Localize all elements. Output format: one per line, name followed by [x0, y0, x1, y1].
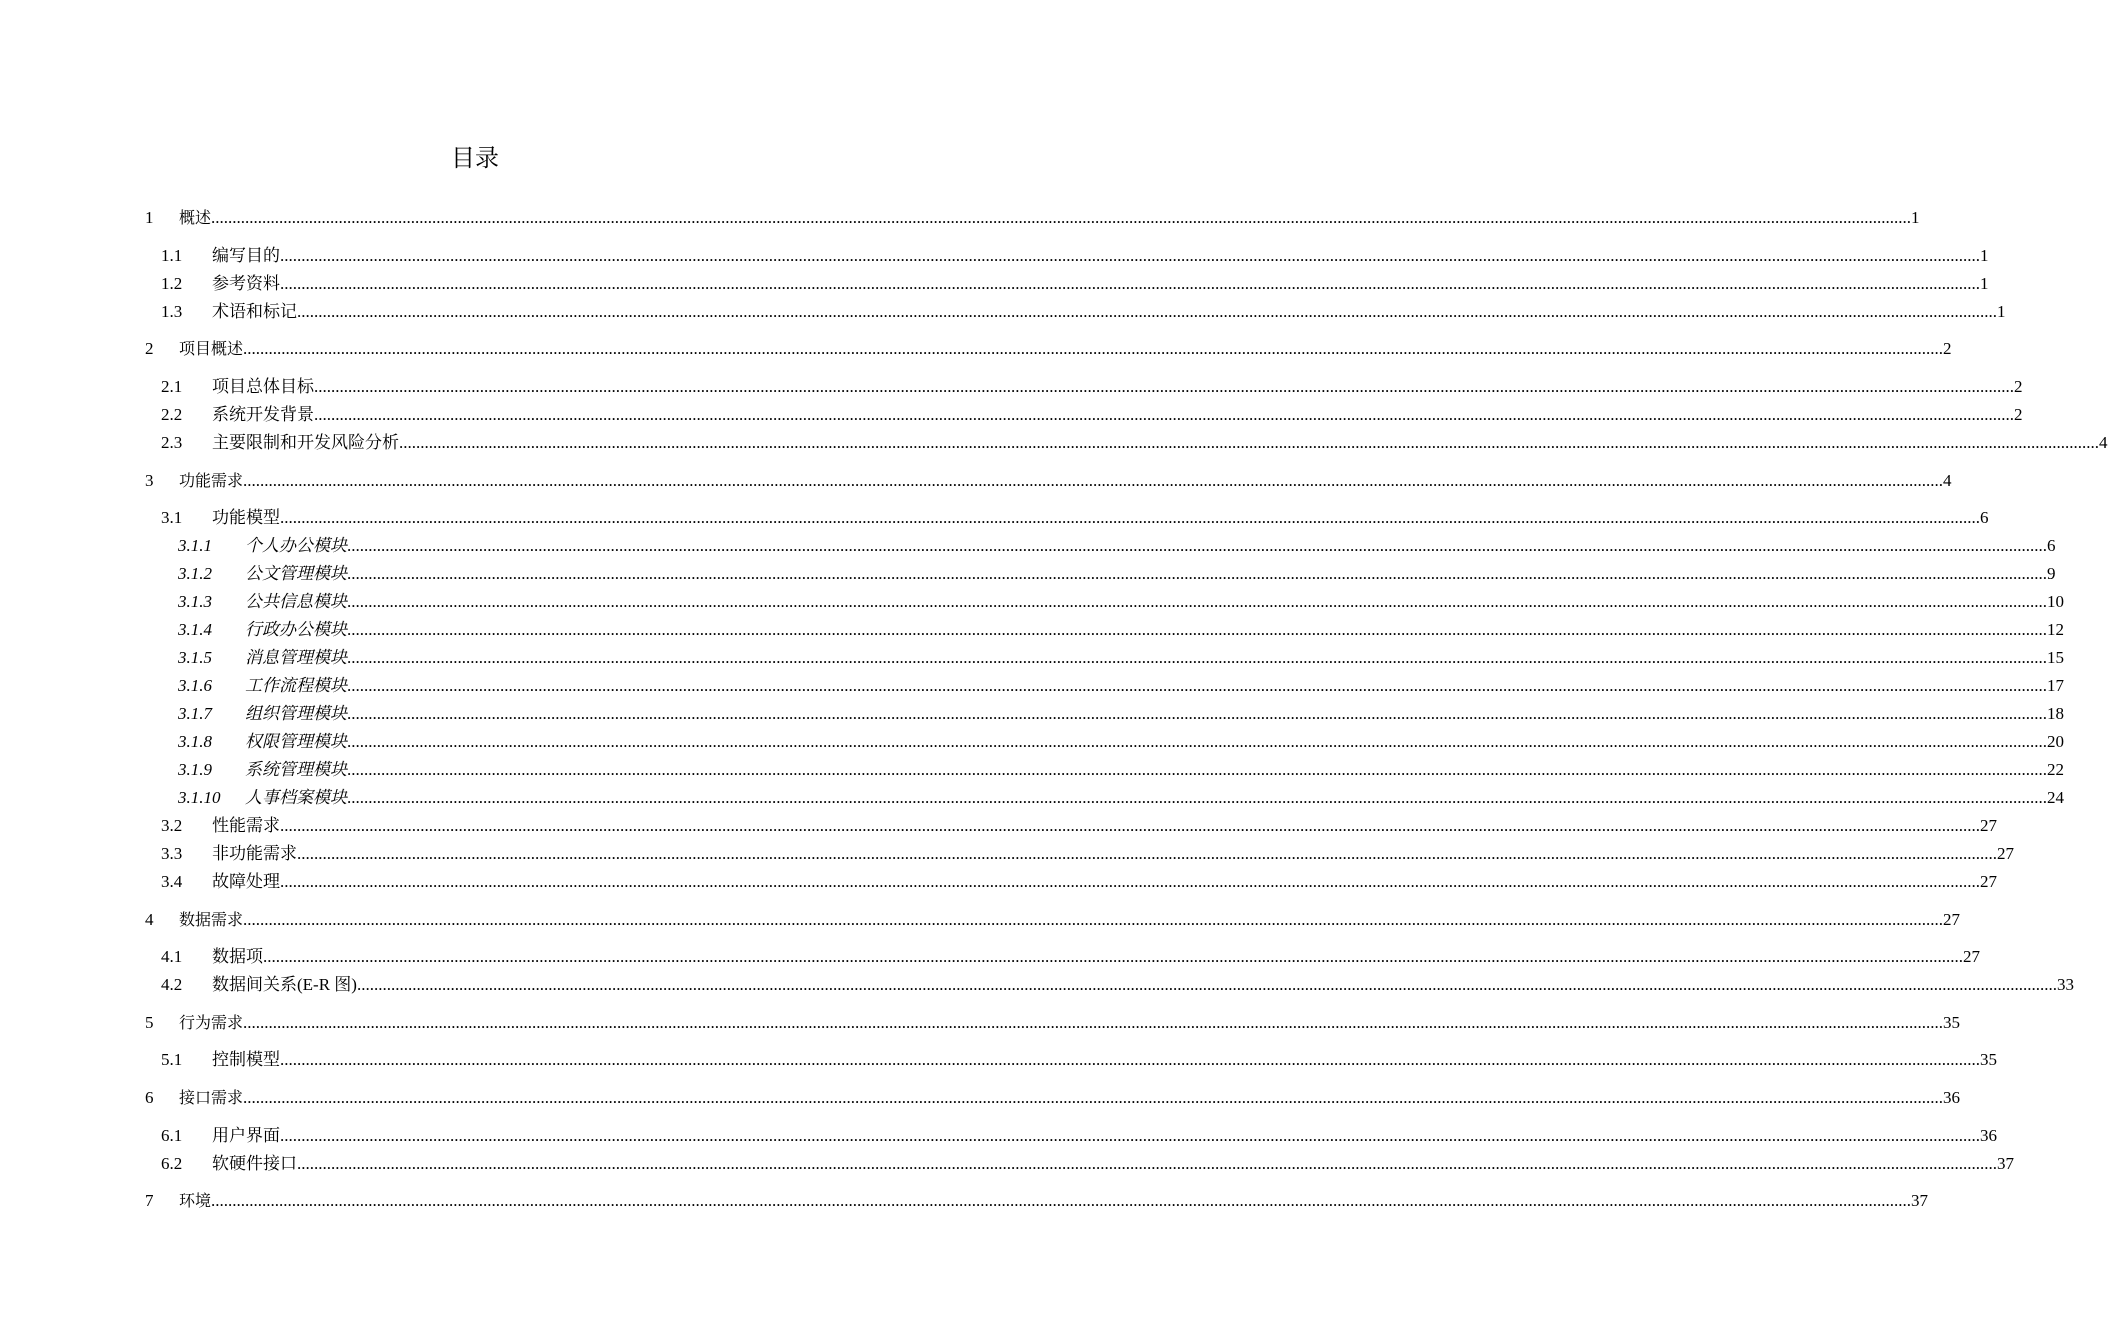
toc-entry-title: 参考资料 [212, 274, 280, 293]
toc-entry[interactable] [0, 467, 1952, 495]
toc-entry[interactable] [0, 429, 2108, 457]
toc-entry-number: 4.1 [161, 947, 183, 966]
toc-dot-leader: ................................................................................................................................................................................................................................................................................................................................................................................................................ [314, 377, 2014, 396]
toc-entry-title: 工作流程模块 [245, 676, 347, 695]
toc-entry[interactable] [0, 906, 1961, 934]
toc-entry[interactable] [0, 868, 1997, 896]
toc-dot-leader: ................................................................................................................................................................................................................................................................................................................................................................................................................ [347, 788, 2047, 807]
toc-entry-number: 3.2 [161, 816, 183, 835]
toc-entry-line [212, 868, 1997, 896]
toc-page-number: 12 [2047, 620, 2064, 639]
toc-page-number: 17 [2047, 676, 2064, 695]
toc-entry[interactable] [0, 784, 2064, 812]
toc-page-number: 37 [1911, 1191, 1929, 1210]
toc-entry-number: 1.1 [161, 246, 183, 265]
toc-entry[interactable] [0, 242, 1989, 270]
toc-page-number: 27 [1980, 872, 1997, 891]
toc-entry-title: 个人办公模块 [245, 536, 347, 555]
toc-page-number: 27 [1943, 910, 1961, 929]
toc-page-number: 2 [1943, 339, 1952, 358]
toc-entry-number: 6.2 [161, 1154, 183, 1173]
toc-entry-line [179, 335, 1952, 363]
toc-page-number: 15 [2047, 648, 2064, 667]
toc-entry-title: 系统管理模块 [245, 760, 347, 779]
toc-entry-line [179, 1187, 1929, 1215]
toc-entry-title: 数据需求 [179, 910, 244, 929]
toc-entry-line [212, 1150, 2014, 1178]
toc-entry-title: 用户界面 [212, 1126, 280, 1145]
toc-entry[interactable] [0, 943, 1980, 971]
toc-entry[interactable] [0, 644, 2064, 672]
toc-entry-line [179, 1084, 1961, 1112]
toc-page-number: 37 [1997, 1154, 2014, 1173]
toc-entry-number: 1 [145, 208, 154, 227]
toc-entry[interactable] [0, 373, 2023, 401]
toc-dot-leader: ................................................................................................................................................................................................................................................................................................................................................................................................................ [280, 1050, 1980, 1069]
toc-entry-line [245, 700, 2064, 728]
toc-page-number: 36 [1980, 1126, 1997, 1145]
toc-entry-title: 行为需求 [179, 1013, 244, 1032]
toc-entry-title: 编写目的 [212, 246, 280, 265]
toc-entry-line [245, 560, 2056, 588]
toc-entry-line [245, 672, 2064, 700]
toc-entry-line [179, 204, 1920, 232]
toc-entry-line [179, 906, 1961, 934]
toc-dot-leader: ................................................................................................................................................................................................................................................................................................................................................................................................................ [347, 732, 2047, 751]
toc-dot-leader: ................................................................................................................................................................................................................................................................................................................................................................................................................ [347, 620, 2047, 639]
toc-entry-number: 3.1.3 [178, 592, 212, 611]
toc-entry-title: 控制模型 [212, 1050, 280, 1069]
toc-entry-title: 概述 [179, 208, 212, 227]
toc-title: 目录 [451, 144, 499, 172]
toc-entry-title: 环境 [179, 1191, 212, 1210]
toc-dot-leader: ................................................................................................................................................................................................................................................................................................................................................................................................................ [314, 405, 2014, 424]
toc-entry-line [179, 467, 1952, 495]
toc-entry-line [245, 784, 2064, 812]
toc-entry-line [212, 373, 2023, 401]
toc-entry[interactable] [0, 1009, 1961, 1037]
toc-entry-number: 2.1 [161, 377, 183, 396]
toc-entry-title: 非功能需求 [212, 844, 297, 863]
toc-dot-leader: ................................................................................................................................................................................................................................................................................................................................................................................................................ [243, 471, 1944, 490]
toc-entry-title: 组织管理模块 [245, 704, 347, 723]
toc-dot-leader: ................................................................................................................................................................................................................................................................................................................................................................................................................ [347, 676, 2047, 695]
toc-entry[interactable] [0, 298, 2006, 326]
toc-dot-leader: ................................................................................................................................................................................................................................................................................................................................................................................................................ [243, 1088, 1944, 1107]
toc-entry[interactable] [0, 812, 1997, 840]
toc-dot-leader: ................................................................................................................................................................................................................................................................................................................................................................................................................ [399, 433, 2099, 452]
toc-entry-line [212, 971, 2074, 999]
toc-page-number: 1 [1980, 246, 1989, 265]
toc-page-number: 1 [1911, 208, 1920, 227]
toc-entry-number: 3 [145, 471, 154, 490]
toc-dot-leader: ................................................................................................................................................................................................................................................................................................................................................................................................................ [297, 1154, 1997, 1173]
toc-page-number: 2 [2014, 405, 2023, 424]
toc-entry-line [245, 728, 2064, 756]
toc-entry-number: 4.2 [161, 975, 183, 994]
toc-entry-title: 性能需求 [212, 816, 280, 835]
toc-page-number: 35 [1980, 1050, 1997, 1069]
toc-entry-line [212, 401, 2023, 429]
toc-entry-title: 软硬件接口 [212, 1154, 297, 1173]
toc-dot-leader: ................................................................................................................................................................................................................................................................................................................................................................................................................ [347, 536, 2047, 555]
toc-entry[interactable] [0, 335, 1952, 363]
toc-entry[interactable] [0, 1187, 1929, 1215]
toc-dot-leader: ................................................................................................................................................................................................................................................................................................................................................................................................................ [347, 564, 2047, 583]
toc-dot-leader: ................................................................................................................................................................................................................................................................................................................................................................................................................ [347, 704, 2047, 723]
toc-entry-line [212, 298, 2006, 326]
toc-entry[interactable] [0, 401, 2023, 429]
toc-entry[interactable] [0, 560, 2056, 588]
toc-page-number: 35 [1943, 1013, 1961, 1032]
toc-entry[interactable] [0, 1150, 2014, 1178]
toc-entry-number: 3.1.2 [178, 564, 212, 583]
toc-entry-number: 2.3 [161, 433, 183, 452]
toc-page-number: 22 [2047, 760, 2064, 779]
toc-entry-line [212, 242, 1989, 270]
toc-entry-line [179, 1009, 1961, 1037]
toc-entry-line [245, 616, 2064, 644]
toc-page-number: 33 [2056, 975, 2074, 994]
toc-entry-number: 6 [145, 1088, 154, 1107]
toc-dot-leader: ................................................................................................................................................................................................................................................................................................................................................................................................................ [263, 947, 1963, 966]
toc-dot-leader: ................................................................................................................................................................................................................................................................................................................................................................................................................ [243, 339, 1944, 358]
toc-entry[interactable] [0, 756, 2064, 784]
toc-entry-line [212, 504, 1989, 532]
toc-entry-title: 主要限制和开发风险分析 [212, 433, 399, 452]
toc-page-number: 6 [2047, 536, 2056, 555]
toc-entry[interactable] [0, 588, 2064, 616]
toc-dot-leader: ................................................................................................................................................................................................................................................................................................................................................................................................................ [356, 975, 2057, 994]
toc-page-number: 27 [1997, 844, 2014, 863]
toc-entry-line [245, 532, 2056, 560]
toc-dot-leader: ................................................................................................................................................................................................................................................................................................................................................................................................................ [280, 816, 1980, 835]
toc-entry-line [212, 1046, 1997, 1074]
toc-entry-number: 5 [145, 1013, 154, 1032]
toc-entry-number: 6.1 [161, 1126, 183, 1145]
toc-entry[interactable] [0, 840, 2014, 868]
toc-entry-number: 3.1.8 [178, 732, 212, 751]
toc-entry-title: 数据项 [212, 947, 263, 966]
toc-entry-line [245, 756, 2064, 784]
toc-entry-number: 7 [145, 1191, 154, 1210]
toc-page-number: 4 [1943, 471, 1952, 490]
toc-entry[interactable] [0, 616, 2064, 644]
toc-dot-leader: ................................................................................................................................................................................................................................................................................................................................................................................................................ [347, 648, 2047, 667]
toc-entry-number: 3.1.6 [178, 676, 212, 695]
toc-entry-number: 3.1.1 [178, 536, 212, 555]
toc-entry-title: 接口需求 [179, 1088, 244, 1107]
toc-dot-leader: ................................................................................................................................................................................................................................................................................................................................................................................................................ [243, 1013, 1944, 1032]
toc-page-number: 24 [2047, 788, 2064, 807]
toc-entry-number: 2.2 [161, 405, 183, 424]
toc-entry[interactable] [0, 1084, 1961, 1112]
toc-entry-line [212, 270, 1989, 298]
toc-dot-leader: ................................................................................................................................................................................................................................................................................................................................................................................................................ [280, 872, 1980, 891]
toc-entry-title: 故障处理 [212, 872, 280, 891]
toc-dot-leader: ................................................................................................................................................................................................................................................................................................................................................................................................................ [280, 508, 1980, 527]
toc-page-number: 36 [1943, 1088, 1961, 1107]
toc-entry-number: 4 [145, 910, 154, 929]
toc-entry-title: 项目总体目标 [212, 377, 314, 396]
toc-page-number: 20 [2047, 732, 2064, 751]
toc-entry[interactable] [0, 1046, 1997, 1074]
toc-entry-line [245, 588, 2064, 616]
toc-entry-number: 1.3 [161, 302, 183, 321]
toc-entry[interactable] [0, 204, 1920, 232]
toc-dot-leader: ................................................................................................................................................................................................................................................................................................................................................................................................................ [280, 274, 1980, 293]
toc-entry-number: 3.4 [161, 872, 183, 891]
toc-entry-title: 数据间关系(E-R 图) [212, 975, 357, 994]
toc-page-number: 1 [1980, 274, 1989, 293]
toc-dot-leader: ................................................................................................................................................................................................................................................................................................................................................................................................................ [243, 910, 1944, 929]
toc-page-number: 9 [2047, 564, 2056, 583]
toc-entry-title: 项目概述 [179, 339, 244, 358]
toc-page-number: 18 [2047, 704, 2064, 723]
toc-entry[interactable] [0, 672, 2064, 700]
toc-entry-line [212, 1122, 1997, 1150]
toc-page-number: 10 [2047, 592, 2064, 611]
toc-page-number: 4 [2099, 433, 2108, 452]
toc-entry[interactable] [0, 532, 2056, 560]
toc-dot-leader: ................................................................................................................................................................................................................................................................................................................................................................................................................ [211, 208, 1912, 227]
toc-entry-title: 公共信息模块 [245, 592, 347, 611]
toc-entry-line [212, 943, 1980, 971]
toc-dot-leader: ................................................................................................................................................................................................................................................................................................................................................................................................................ [211, 1191, 1912, 1210]
toc-dot-leader: ................................................................................................................................................................................................................................................................................................................................................................................................................ [297, 844, 1997, 863]
toc-entry-number: 1.2 [161, 274, 183, 293]
toc-entry-title: 消息管理模块 [245, 648, 347, 667]
toc-entry[interactable] [0, 504, 1989, 532]
toc-dot-leader: ................................................................................................................................................................................................................................................................................................................................................................................................................ [297, 302, 1997, 321]
toc-dot-leader: ................................................................................................................................................................................................................................................................................................................................................................................................................ [280, 1126, 1980, 1145]
toc-entry-number: 5.1 [161, 1050, 183, 1069]
toc-entry-number: 3.3 [161, 844, 183, 863]
toc-entry[interactable] [0, 1122, 1997, 1150]
toc-entry-number: 3.1.4 [178, 620, 212, 639]
toc-entry-title: 功能模型 [212, 508, 280, 527]
toc-entry-line [212, 812, 1997, 840]
toc-entry-line [212, 429, 2108, 457]
toc-page-number: 2 [2014, 377, 2023, 396]
toc-page-number: 6 [1980, 508, 1989, 527]
toc-entry-title: 术语和标记 [212, 302, 297, 321]
toc-page-number: 27 [1963, 947, 1980, 966]
toc-entry[interactable] [0, 700, 2064, 728]
toc-entry-title: 人事档案模块 [245, 788, 347, 807]
toc-entry-title: 系统开发背景 [212, 405, 314, 424]
toc-entry-title: 功能需求 [179, 471, 244, 490]
toc-entry[interactable] [0, 728, 2064, 756]
toc-entry[interactable] [0, 971, 2074, 999]
toc-page-number: 1 [1997, 302, 2006, 321]
toc-entry-title: 权限管理模块 [245, 732, 347, 751]
toc-entry-number: 3.1.7 [178, 704, 212, 723]
toc-entry-title: 公文管理模块 [245, 564, 347, 583]
toc-entry-title: 行政办公模块 [245, 620, 347, 639]
toc-entry-number: 3.1.9 [178, 760, 212, 779]
toc-dot-leader: ................................................................................................................................................................................................................................................................................................................................................................................................................ [347, 760, 2047, 779]
toc-page-number: 27 [1980, 816, 1997, 835]
toc-entry-line [245, 644, 2064, 672]
toc-entry-number: 3.1.5 [178, 648, 212, 667]
toc-dot-leader: ................................................................................................................................................................................................................................................................................................................................................................................................................ [347, 592, 2047, 611]
toc-entry-number: 3.1 [161, 508, 183, 527]
toc-entry-number: 2 [145, 339, 154, 358]
toc-dot-leader: ................................................................................................................................................................................................................................................................................................................................................................................................................ [280, 246, 1980, 265]
toc-entry-line [212, 840, 2014, 868]
toc-entry[interactable] [0, 270, 1989, 298]
toc-entry-number: 3.1.10 [178, 788, 221, 807]
